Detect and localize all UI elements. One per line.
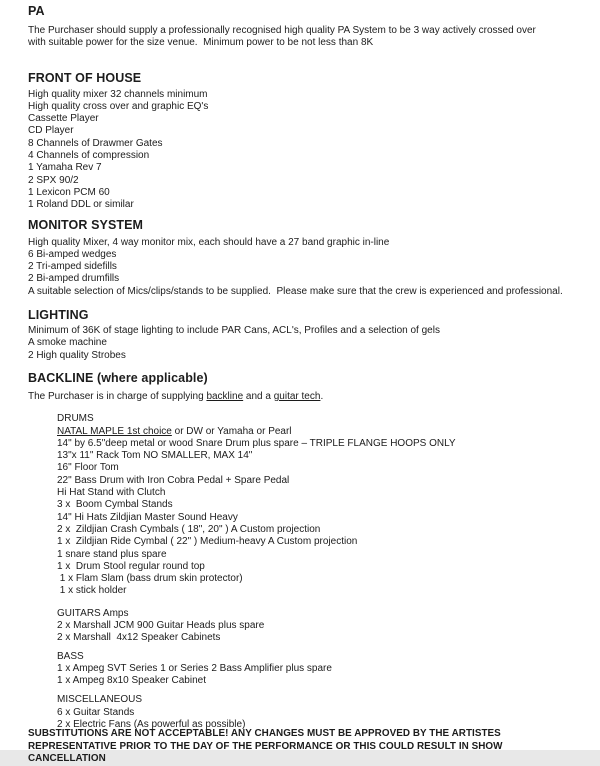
section-backline xyxy=(28,371,580,731)
backline-group-guitars xyxy=(57,608,580,645)
doc-line: 1 Lexicon PCM 60 xyxy=(28,186,110,198)
front-of-house-list xyxy=(28,89,580,212)
doc-line: BASS xyxy=(57,650,84,662)
section-heading-backline: BACKLINE (where applicable) xyxy=(28,370,208,385)
pa-paragraph xyxy=(28,25,580,50)
doc-line: 1 snare stand plus spare xyxy=(57,548,167,560)
underlined-text: backline xyxy=(206,390,244,402)
doc-line: A smoke machine xyxy=(28,337,107,349)
doc-line: 1 Roland DDL or similar xyxy=(28,199,134,211)
doc-line: SUBSTITUTIONS ARE NOT ACCEPTABLE! ANY CHANGES MUST BE APPROVED BY THE ARTISTES xyxy=(28,728,501,740)
substitutions-warning xyxy=(28,728,580,765)
doc-line: 16" Floor Tom xyxy=(57,462,119,474)
backline-group-miscellaneous xyxy=(57,694,580,731)
doc-line: 1 x Zildjian Ride Cymbal ( 22" ) Medium-heavy A Custom projection xyxy=(57,536,358,548)
doc-line: 14" Hi Hats Zildjian Master Sound Heavy xyxy=(57,511,238,523)
backline-group-bass xyxy=(57,651,580,688)
backline-intro xyxy=(28,391,580,403)
doc-line: 2 x Electric Fans (As powerful as possible) xyxy=(57,719,246,731)
lighting-list xyxy=(28,325,580,362)
doc-line: High quality Mixer, 4 way monitor mix, each should have a 27 band graphic in-line xyxy=(28,236,390,248)
section-front-of-house xyxy=(28,71,580,212)
section-heading-lighting: LIGHTING xyxy=(28,308,89,323)
underlined-text: guitar tech xyxy=(273,390,321,402)
doc-line: MISCELLANEOUS xyxy=(57,694,143,706)
section-heading-front-of-house: FRONT OF HOUSE xyxy=(28,70,142,85)
section-heading-pa: PA xyxy=(28,4,45,18)
section-monitor-system xyxy=(28,218,580,298)
doc-line: 2 x Zildjian Crash Cymbals ( 18", 20" ) A Custom projection xyxy=(57,523,321,535)
doc-line: 1 Yamaha Rev 7 xyxy=(28,162,102,174)
doc-line: 1 x Flam Slam (bass drum skin protector) xyxy=(57,573,243,585)
doc-line: The Purchaser should supply a professionally recognised high quality PA System to be 3 way actively crossed over xyxy=(28,25,536,36)
doc-line: 8 Channels of Drawmer Gates xyxy=(28,137,163,149)
text-segment: . xyxy=(320,390,324,402)
doc-line: Cassette Player xyxy=(28,113,99,125)
section-lighting xyxy=(28,308,580,362)
doc-line: 2 x Marshall JCM 900 Guitar Heads plus spare xyxy=(57,619,265,631)
backline-group-drums xyxy=(57,413,580,597)
doc-line: 22" Bass Drum with Iron Cobra Pedal + Spare Pedal xyxy=(57,474,290,486)
doc-line: with suitable power for the size venue. Minimum power to be not less than 8K xyxy=(28,37,374,49)
doc-line: 2 x Marshall 4x12 Speaker Cabinets xyxy=(57,632,221,644)
doc-line: Minimum of 36K of stage lighting to include PAR Cans, ACL's, Profiles and a selection of gels xyxy=(28,325,440,337)
doc-line: 2 Tri-amped sidefills xyxy=(28,261,117,273)
doc-line: 1 x Ampeg 8x10 Speaker Cabinet xyxy=(57,675,206,687)
doc-line: CANCELLATION xyxy=(28,753,106,765)
text-segment: or DW or Yamaha or Pearl xyxy=(171,425,292,437)
doc-line: CD Player xyxy=(28,125,74,137)
doc-line xyxy=(57,426,580,438)
doc-line: 6 Bi-amped wedges xyxy=(28,248,117,260)
underlined-text: NATAL MAPLE 1st choice xyxy=(57,425,172,437)
section-pa xyxy=(28,4,580,50)
doc-line: 6 x Guitar Stands xyxy=(57,706,135,718)
text-segment: and a xyxy=(243,390,274,402)
monitor-system-list xyxy=(28,237,580,298)
doc-line: 2 SPX 90/2 xyxy=(28,174,79,186)
doc-line: Hi Hat Stand with Clutch xyxy=(57,487,166,499)
doc-line: High quality mixer 32 channels minimum xyxy=(28,88,208,100)
doc-line xyxy=(28,391,580,403)
doc-line: 1 x Ampeg SVT Series 1 or Series 2 Bass Amplifier plus spare xyxy=(57,662,332,674)
doc-line: 1 x Drum Stool regular round top xyxy=(57,560,205,572)
doc-line: 3 x Boom Cymbal Stands xyxy=(57,499,173,511)
section-heading-monitor-system: MONITOR SYSTEM xyxy=(28,217,144,232)
doc-line: REPRESENTATIVE PRIOR TO THE DAY OF THE PERFORMANCE OR THIS COULD RESULT IN SHOW xyxy=(28,740,503,752)
doc-line: 2 High quality Strobes xyxy=(28,349,126,361)
doc-line: 2 Bi-amped drumfills xyxy=(28,273,120,285)
text-segment: The Purchaser is in charge of supplying xyxy=(28,390,207,402)
doc-line: GUITARS Amps xyxy=(57,607,129,619)
doc-line: 1 x stick holder xyxy=(57,585,127,597)
doc-line: A suitable selection of Mics/clips/stands to be supplied. Please make sure that the crew is experienced and professional. xyxy=(28,285,563,297)
doc-line: DRUMS xyxy=(57,413,94,425)
doc-line: 14" by 6.5"deep metal or wood Snare Drum plus spare – TRIPLE FLANGE HOOPS ONLY xyxy=(57,437,456,449)
doc-line: 4 Channels of compression xyxy=(28,150,150,162)
doc-line: 13"x 11" Rack Tom NO SMALLER, MAX 14" xyxy=(57,450,253,462)
doc-line: High quality cross over and graphic EQ's xyxy=(28,100,209,112)
